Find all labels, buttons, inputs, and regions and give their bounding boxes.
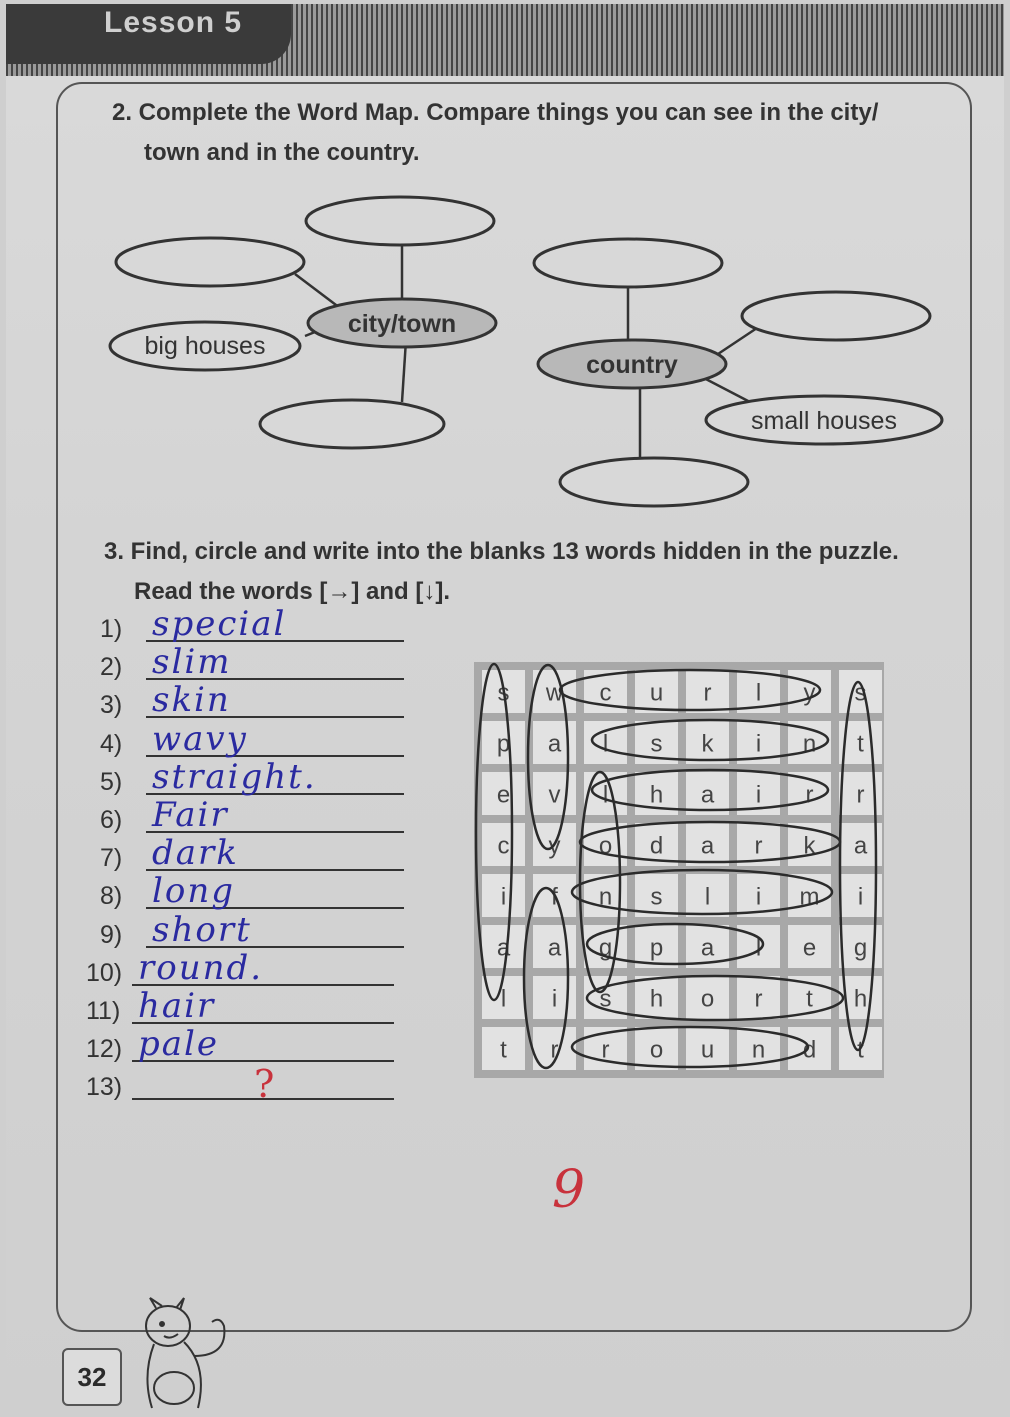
- grid-letter: t: [857, 730, 864, 758]
- answer-row: [100, 909, 420, 952]
- grid-letter: k: [803, 832, 816, 860]
- grid-letter: t: [500, 1036, 507, 1064]
- grid-letter: a: [853, 832, 868, 860]
- grid-letter: r: [856, 781, 865, 809]
- grid-letter: g: [853, 934, 868, 962]
- handwritten-answer: long: [152, 871, 236, 912]
- answer-number: 13): [86, 1073, 123, 1102]
- city-center-label: city/town: [347, 310, 457, 338]
- answer-row: [100, 604, 420, 646]
- grid-letter: i: [551, 985, 558, 1013]
- connector-line: [718, 326, 760, 354]
- answer-number: 7): [100, 844, 123, 873]
- grid-letter: r: [754, 832, 763, 860]
- grid-letter: l: [755, 679, 762, 707]
- handwritten-answer: Fair: [152, 795, 229, 835]
- answer-number: 5): [100, 767, 123, 796]
- answer-number: 4): [100, 729, 123, 758]
- task3-title-line2: Read the words [→] and [↓].: [134, 578, 451, 605]
- answer-row: [100, 756, 420, 799]
- answer-number: 3): [100, 691, 123, 720]
- answer-row: [86, 947, 406, 990]
- connector-line: [295, 274, 340, 308]
- grid-letter: r: [754, 985, 763, 1013]
- kangaroo-mascot-icon: [128, 1296, 238, 1412]
- grid-letter: k: [701, 730, 714, 758]
- grid-letter: i: [755, 781, 762, 809]
- country-blank-oval-top: [534, 239, 722, 287]
- answer-row: [100, 871, 420, 913]
- grid-letter: c: [497, 832, 510, 860]
- grid-letter: d: [649, 832, 664, 860]
- country-blank-oval-bottom: [560, 458, 748, 506]
- grid-letter: e: [802, 934, 817, 962]
- country-blank-oval-right: [742, 292, 930, 340]
- grid-letter: p: [496, 730, 511, 758]
- answer-row: [100, 642, 420, 684]
- teacher-question-mark: ?: [254, 1062, 275, 1106]
- grid-letter: s: [650, 883, 663, 911]
- grid-letter: h: [649, 985, 664, 1013]
- grid-letter: i: [500, 883, 507, 911]
- city-blank-oval-bottom: [260, 400, 444, 448]
- city-example-label: big houses: [144, 332, 266, 360]
- handwritten-answer: wavy: [152, 718, 248, 759]
- grid-letter: p: [649, 934, 664, 962]
- grid-letter: a: [547, 730, 562, 758]
- grid-letter: l: [602, 781, 609, 809]
- country-example-label: small houses: [751, 407, 897, 435]
- grid-letter: u: [700, 1036, 715, 1064]
- connector-line: [402, 340, 406, 402]
- grid-letter: t: [806, 985, 813, 1013]
- page-number: 32: [62, 1348, 122, 1406]
- answer-row: [86, 986, 406, 1028]
- grid-letter: d: [802, 1036, 817, 1064]
- handwritten-answer: dark: [152, 833, 239, 874]
- grid-letter: r: [550, 1036, 559, 1064]
- grid-letter: n: [751, 1036, 766, 1064]
- handwritten-answer: special: [152, 604, 287, 644]
- grid-letter: y: [803, 679, 816, 707]
- grid-letter: a: [700, 781, 715, 809]
- country-center-label: country: [586, 351, 678, 379]
- grid-letter: r: [805, 781, 814, 809]
- grid-letter: a: [700, 832, 715, 860]
- grid-letter: l: [602, 730, 609, 758]
- grid-letter: s: [650, 730, 663, 758]
- task3-title-line1: 3. Find, circle and write into the blanks 13 words hidden in the puzzle.: [104, 538, 899, 565]
- answer-row: [86, 1024, 406, 1066]
- grid-letter: c: [599, 679, 612, 707]
- handwritten-answer: hair: [138, 986, 216, 1026]
- answer-number: 10): [86, 958, 123, 987]
- answer-row: [100, 795, 420, 837]
- answer-number: 11): [86, 997, 121, 1025]
- handwritten-answer: straight.: [152, 756, 317, 797]
- grid-letter: s: [599, 985, 612, 1013]
- grid-letter: m: [799, 883, 820, 911]
- grid-letter: i: [755, 730, 762, 758]
- task2-title-line2: town and in the country.: [144, 139, 420, 166]
- teacher-score: 9: [552, 1160, 586, 1220]
- answer-number: 6): [100, 806, 123, 834]
- grid-letter: l: [500, 985, 507, 1013]
- grid-letter: l: [755, 934, 762, 962]
- answer-number: 8): [100, 882, 123, 911]
- grid-letter: t: [857, 1036, 864, 1064]
- answer-row: [86, 1066, 406, 1104]
- grid-letter: o: [649, 1036, 664, 1064]
- task2-title-line1: 2. Complete the Word Map. Compare things you can see in the city/: [112, 99, 879, 126]
- city-blank-oval-left: [116, 238, 304, 286]
- answer-number: 2): [100, 653, 123, 682]
- handwritten-answer: slim: [152, 642, 232, 683]
- grid-letter: e: [496, 781, 511, 809]
- answer-number: 1): [100, 615, 123, 643]
- city-blank-oval-top: [306, 197, 494, 245]
- grid-letter: v: [548, 781, 561, 809]
- grid-letter: a: [700, 934, 715, 962]
- answer-row: [100, 833, 420, 875]
- grid-letter: a: [496, 934, 511, 962]
- grid-letter: i: [857, 883, 864, 911]
- grid-letter: u: [649, 679, 664, 707]
- answer-row: [100, 680, 420, 722]
- grid-letter: i: [755, 883, 762, 911]
- lesson-tab: [6, 4, 291, 64]
- grid-letter: f: [551, 883, 558, 911]
- grid-letter: g: [598, 934, 613, 962]
- handwritten-answer: skin: [152, 680, 231, 721]
- grid-letter: n: [802, 730, 817, 758]
- answer-row: [100, 718, 420, 761]
- grid-letter: r: [601, 1036, 610, 1064]
- answer-number: 9): [100, 920, 123, 949]
- grid-letter: a: [547, 934, 562, 962]
- grid-letter: o: [700, 985, 715, 1013]
- word-puzzle-grid: [470, 662, 890, 1082]
- lesson-title: Lesson 5: [104, 6, 243, 39]
- grid-letter: s: [854, 679, 867, 707]
- grid-letter: r: [703, 679, 712, 707]
- grid-letter: h: [649, 781, 664, 809]
- answer-number: 12): [86, 1035, 123, 1064]
- handwritten-answer: round.: [138, 947, 264, 988]
- grid-letter: n: [598, 883, 613, 911]
- grid-letter: o: [598, 832, 613, 860]
- grid-letter: l: [704, 883, 711, 911]
- grid-letter: h: [853, 985, 868, 1013]
- handwritten-answer: pale: [138, 1024, 220, 1065]
- grid-letter: y: [548, 832, 561, 860]
- grid-letter: w: [545, 679, 564, 707]
- word-map: [100, 188, 960, 518]
- handwritten-answer: short: [152, 909, 252, 950]
- grid-letter: s: [497, 679, 510, 707]
